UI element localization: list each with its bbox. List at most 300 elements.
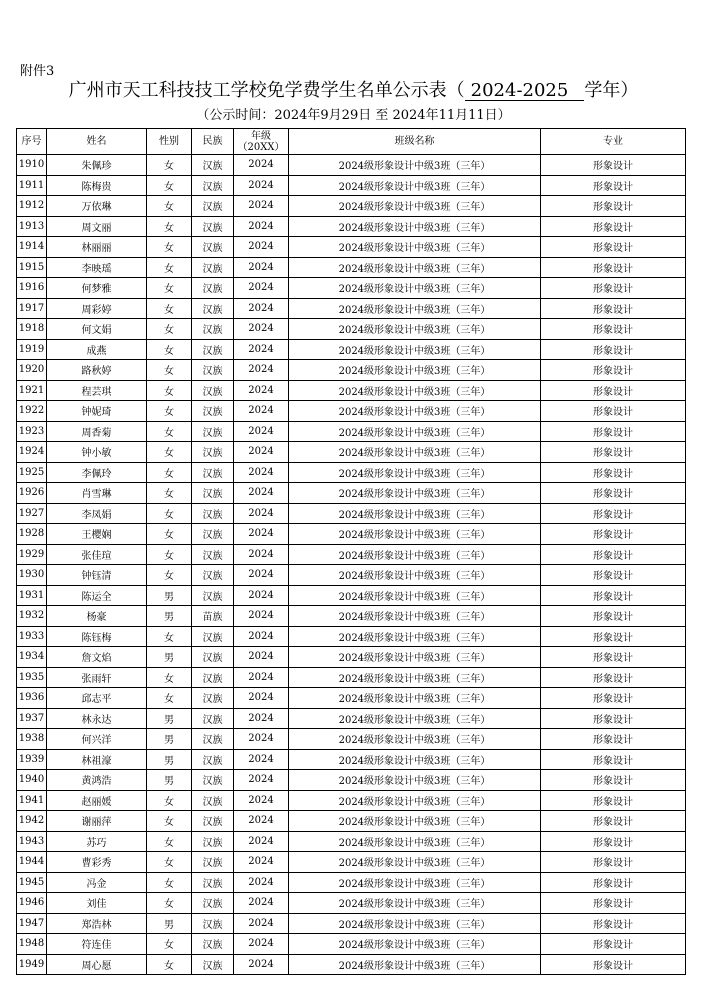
cell-year: 2024 — [234, 339, 289, 360]
cell-name: 程芸琪 — [47, 380, 147, 401]
cell-year: 2024 — [234, 811, 289, 832]
cell-name: 郑浩林 — [47, 913, 147, 934]
cell-major: 形象设计 — [541, 811, 686, 832]
table-row — [17, 319, 686, 340]
cell-no: 1943 — [17, 831, 47, 852]
header-year-line1: 年级 — [251, 130, 271, 142]
cell-year: 2024 — [234, 688, 289, 709]
cell-class: 2024级形象设计中级3班（三年） — [289, 544, 541, 565]
cell-major: 形象设计 — [541, 852, 686, 873]
table-row — [17, 421, 686, 442]
cell-major: 形象设计 — [541, 626, 686, 647]
header-ethnicity: 民族 — [192, 129, 234, 155]
cell-gender: 女 — [147, 544, 192, 565]
cell-gender: 女 — [147, 667, 192, 688]
cell-no: 1932 — [17, 606, 47, 627]
cell-year: 2024 — [234, 934, 289, 955]
cell-year: 2024 — [234, 954, 289, 975]
cell-ethnicity: 汉族 — [192, 749, 234, 770]
cell-name: 杨豪 — [47, 606, 147, 627]
cell-name: 肖雪琳 — [47, 483, 147, 504]
cell-class: 2024级形象设计中级3班（三年） — [289, 852, 541, 873]
cell-gender: 女 — [147, 257, 192, 278]
table-row — [17, 257, 686, 278]
cell-major: 形象设计 — [541, 872, 686, 893]
title-school-year: 2024-2025 — [465, 82, 585, 101]
table-body — [17, 155, 686, 975]
cell-ethnicity: 汉族 — [192, 483, 234, 504]
table-row — [17, 913, 686, 934]
cell-no: 1936 — [17, 688, 47, 709]
header-no: 序号 — [17, 129, 47, 155]
cell-year: 2024 — [234, 770, 289, 791]
cell-year: 2024 — [234, 565, 289, 586]
cell-gender: 女 — [147, 483, 192, 504]
cell-year: 2024 — [234, 175, 289, 196]
cell-major: 形象设计 — [541, 319, 686, 340]
cell-no: 1931 — [17, 585, 47, 606]
cell-ethnicity: 汉族 — [192, 954, 234, 975]
cell-major: 形象设计 — [541, 667, 686, 688]
cell-major: 形象设计 — [541, 729, 686, 750]
cell-class: 2024级形象设计中级3班（三年） — [289, 524, 541, 545]
cell-gender: 女 — [147, 524, 192, 545]
cell-year: 2024 — [234, 729, 289, 750]
cell-ethnicity: 汉族 — [192, 626, 234, 647]
table-row — [17, 216, 686, 237]
cell-gender: 女 — [147, 155, 192, 176]
cell-year: 2024 — [234, 647, 289, 668]
cell-name: 钟钰清 — [47, 565, 147, 586]
cell-year: 2024 — [234, 626, 289, 647]
cell-ethnicity: 汉族 — [192, 216, 234, 237]
cell-class: 2024级形象设计中级3班（三年） — [289, 257, 541, 278]
cell-major: 形象设计 — [541, 237, 686, 258]
cell-no: 1935 — [17, 667, 47, 688]
cell-class: 2024级形象设计中级3班（三年） — [289, 462, 541, 483]
cell-year: 2024 — [234, 421, 289, 442]
table-row — [17, 893, 686, 914]
table-row — [17, 155, 686, 176]
cell-class: 2024级形象设计中级3班（三年） — [289, 401, 541, 422]
cell-ethnicity: 汉族 — [192, 811, 234, 832]
cell-class: 2024级形象设计中级3班（三年） — [289, 770, 541, 791]
table-row — [17, 708, 686, 729]
cell-ethnicity: 汉族 — [192, 893, 234, 914]
cell-name: 冯金 — [47, 872, 147, 893]
cell-name: 何文娟 — [47, 319, 147, 340]
cell-ethnicity: 苗族 — [192, 606, 234, 627]
cell-gender: 女 — [147, 626, 192, 647]
table-row — [17, 401, 686, 422]
cell-ethnicity: 汉族 — [192, 155, 234, 176]
cell-class: 2024级形象设计中级3班（三年） — [289, 483, 541, 504]
cell-name: 王樱娴 — [47, 524, 147, 545]
cell-class: 2024级形象设计中级3班（三年） — [289, 729, 541, 750]
cell-no: 1945 — [17, 872, 47, 893]
cell-gender: 男 — [147, 729, 192, 750]
cell-class: 2024级形象设计中级3班（三年） — [289, 667, 541, 688]
cell-year: 2024 — [234, 483, 289, 504]
cell-no: 1914 — [17, 237, 47, 258]
cell-year: 2024 — [234, 708, 289, 729]
cell-gender: 女 — [147, 462, 192, 483]
cell-gender: 女 — [147, 688, 192, 709]
cell-class: 2024级形象设计中级3班（三年） — [289, 196, 541, 217]
cell-major: 形象设计 — [541, 421, 686, 442]
cell-year: 2024 — [234, 442, 289, 463]
cell-no: 1915 — [17, 257, 47, 278]
cell-name: 陈梅贵 — [47, 175, 147, 196]
cell-no: 1934 — [17, 647, 47, 668]
cell-name: 林祖濠 — [47, 749, 147, 770]
cell-name: 周香菊 — [47, 421, 147, 442]
cell-name: 李凤娟 — [47, 503, 147, 524]
cell-no: 1920 — [17, 360, 47, 381]
cell-year: 2024 — [234, 401, 289, 422]
cell-class: 2024级形象设计中级3班（三年） — [289, 749, 541, 770]
cell-gender: 男 — [147, 647, 192, 668]
cell-gender: 女 — [147, 565, 192, 586]
cell-year: 2024 — [234, 216, 289, 237]
cell-major: 形象设计 — [541, 770, 686, 791]
cell-major: 形象设计 — [541, 175, 686, 196]
cell-name: 林永达 — [47, 708, 147, 729]
cell-no: 1944 — [17, 852, 47, 873]
cell-name: 李佩玲 — [47, 462, 147, 483]
cell-name: 赵丽媛 — [47, 790, 147, 811]
cell-gender: 男 — [147, 606, 192, 627]
cell-year: 2024 — [234, 852, 289, 873]
header-year-line2: （20XX） — [237, 141, 285, 153]
cell-year: 2024 — [234, 606, 289, 627]
cell-year: 2024 — [234, 872, 289, 893]
cell-year: 2024 — [234, 257, 289, 278]
cell-class: 2024级形象设计中级3班（三年） — [289, 339, 541, 360]
cell-no: 1940 — [17, 770, 47, 791]
cell-no: 1947 — [17, 913, 47, 934]
cell-no: 1927 — [17, 503, 47, 524]
cell-major: 形象设计 — [541, 503, 686, 524]
cell-gender: 女 — [147, 790, 192, 811]
table-row — [17, 544, 686, 565]
cell-gender: 男 — [147, 749, 192, 770]
cell-gender: 女 — [147, 360, 192, 381]
cell-major: 形象设计 — [541, 934, 686, 955]
cell-year: 2024 — [234, 524, 289, 545]
cell-major: 形象设计 — [541, 196, 686, 217]
table-row — [17, 196, 686, 217]
cell-name: 邱志平 — [47, 688, 147, 709]
cell-gender: 女 — [147, 421, 192, 442]
cell-ethnicity: 汉族 — [192, 913, 234, 934]
cell-name: 周彩婷 — [47, 298, 147, 319]
cell-name: 周文丽 — [47, 216, 147, 237]
cell-ethnicity: 汉族 — [192, 934, 234, 955]
cell-year: 2024 — [234, 585, 289, 606]
cell-major: 形象设计 — [541, 954, 686, 975]
cell-class: 2024级形象设计中级3班（三年） — [289, 811, 541, 832]
cell-ethnicity: 汉族 — [192, 770, 234, 791]
table-row — [17, 647, 686, 668]
table-row — [17, 606, 686, 627]
cell-class: 2024级形象设计中级3班（三年） — [289, 913, 541, 934]
cell-year: 2024 — [234, 278, 289, 299]
table-row — [17, 380, 686, 401]
cell-no: 1928 — [17, 524, 47, 545]
header-name: 姓名 — [47, 129, 147, 155]
cell-major: 形象设计 — [541, 380, 686, 401]
cell-major: 形象设计 — [541, 339, 686, 360]
cell-year: 2024 — [234, 667, 289, 688]
table-row — [17, 298, 686, 319]
cell-no: 1941 — [17, 790, 47, 811]
cell-ethnicity: 汉族 — [192, 585, 234, 606]
cell-ethnicity: 汉族 — [192, 196, 234, 217]
cell-no: 1937 — [17, 708, 47, 729]
cell-major: 形象设计 — [541, 688, 686, 709]
table-row — [17, 954, 686, 975]
cell-no: 1930 — [17, 565, 47, 586]
cell-gender: 男 — [147, 708, 192, 729]
title-prefix: 广州市天工科技技工学校免学费学生名单公示表（ — [68, 80, 465, 101]
cell-gender: 女 — [147, 196, 192, 217]
cell-gender: 女 — [147, 893, 192, 914]
cell-name: 路秋婷 — [47, 360, 147, 381]
cell-ethnicity: 汉族 — [192, 729, 234, 750]
table-row — [17, 729, 686, 750]
table-row — [17, 790, 686, 811]
cell-ethnicity: 汉族 — [192, 380, 234, 401]
cell-major: 形象设计 — [541, 278, 686, 299]
cell-year: 2024 — [234, 503, 289, 524]
table-row — [17, 585, 686, 606]
cell-major: 形象设计 — [541, 749, 686, 770]
cell-gender: 女 — [147, 872, 192, 893]
cell-class: 2024级形象设计中级3班（三年） — [289, 688, 541, 709]
cell-ethnicity: 汉族 — [192, 708, 234, 729]
cell-year: 2024 — [234, 380, 289, 401]
cell-class: 2024级形象设计中级3班（三年） — [289, 831, 541, 852]
cell-no: 1910 — [17, 155, 47, 176]
cell-major: 形象设计 — [541, 831, 686, 852]
cell-gender: 男 — [147, 913, 192, 934]
cell-major: 形象设计 — [541, 462, 686, 483]
cell-no: 1938 — [17, 729, 47, 750]
cell-class: 2024级形象设计中级3班（三年） — [289, 216, 541, 237]
cell-ethnicity: 汉族 — [192, 503, 234, 524]
cell-no: 1924 — [17, 442, 47, 463]
cell-gender: 女 — [147, 380, 192, 401]
cell-no: 1921 — [17, 380, 47, 401]
cell-year: 2024 — [234, 790, 289, 811]
cell-year: 2024 — [234, 319, 289, 340]
header-gender: 性别 — [147, 129, 192, 155]
cell-name: 陈钰梅 — [47, 626, 147, 647]
cell-gender: 女 — [147, 175, 192, 196]
cell-class: 2024级形象设计中级3班（三年） — [289, 421, 541, 442]
table-row — [17, 339, 686, 360]
cell-major: 形象设计 — [541, 913, 686, 934]
cell-no: 1918 — [17, 319, 47, 340]
cell-no: 1929 — [17, 544, 47, 565]
cell-year: 2024 — [234, 462, 289, 483]
cell-major: 形象设计 — [541, 216, 686, 237]
cell-major: 形象设计 — [541, 893, 686, 914]
cell-year: 2024 — [234, 360, 289, 381]
cell-major: 形象设计 — [541, 606, 686, 627]
table-row — [17, 442, 686, 463]
table-row — [17, 852, 686, 873]
cell-name: 詹文焰 — [47, 647, 147, 668]
cell-name: 李映瑶 — [47, 257, 147, 278]
cell-name: 符连佳 — [47, 934, 147, 955]
cell-major: 形象设计 — [541, 708, 686, 729]
cell-ethnicity: 汉族 — [192, 544, 234, 565]
student-roster-table — [16, 128, 686, 975]
cell-no: 1913 — [17, 216, 47, 237]
cell-major: 形象设计 — [541, 544, 686, 565]
title-suffix: 学年） — [584, 80, 639, 101]
cell-major: 形象设计 — [541, 647, 686, 668]
cell-year: 2024 — [234, 196, 289, 217]
cell-year: 2024 — [234, 913, 289, 934]
header-year — [234, 129, 289, 155]
cell-ethnicity: 汉族 — [192, 790, 234, 811]
cell-name: 陈运全 — [47, 585, 147, 606]
cell-ethnicity: 汉族 — [192, 319, 234, 340]
cell-class: 2024级形象设计中级3班（三年） — [289, 237, 541, 258]
cell-year: 2024 — [234, 544, 289, 565]
cell-no: 1916 — [17, 278, 47, 299]
cell-ethnicity: 汉族 — [192, 401, 234, 422]
cell-name: 钟妮琦 — [47, 401, 147, 422]
cell-ethnicity: 汉族 — [192, 360, 234, 381]
cell-ethnicity: 汉族 — [192, 421, 234, 442]
cell-gender: 女 — [147, 954, 192, 975]
cell-class: 2024级形象设计中级3班（三年） — [289, 790, 541, 811]
cell-class: 2024级形象设计中级3班（三年） — [289, 934, 541, 955]
cell-major: 形象设计 — [541, 524, 686, 545]
cell-gender: 女 — [147, 298, 192, 319]
table-row — [17, 811, 686, 832]
table-row — [17, 483, 686, 504]
cell-class: 2024级形象设计中级3班（三年） — [289, 298, 541, 319]
cell-class: 2024级形象设计中级3班（三年） — [289, 278, 541, 299]
cell-major: 形象设计 — [541, 790, 686, 811]
cell-ethnicity: 汉族 — [192, 278, 234, 299]
cell-no: 1939 — [17, 749, 47, 770]
cell-ethnicity: 汉族 — [192, 237, 234, 258]
table-header-row — [17, 129, 686, 155]
cell-gender: 女 — [147, 319, 192, 340]
cell-no: 1922 — [17, 401, 47, 422]
cell-gender: 女 — [147, 216, 192, 237]
cell-name: 朱佩珍 — [47, 155, 147, 176]
table-row — [17, 831, 686, 852]
cell-class: 2024级形象设计中级3班（三年） — [289, 585, 541, 606]
cell-class: 2024级形象设计中级3班（三年） — [289, 708, 541, 729]
cell-name: 黄鸿浩 — [47, 770, 147, 791]
cell-class: 2024级形象设计中级3班（三年） — [289, 442, 541, 463]
cell-class: 2024级形象设计中级3班（三年） — [289, 647, 541, 668]
cell-year: 2024 — [234, 893, 289, 914]
table-row — [17, 934, 686, 955]
cell-ethnicity: 汉族 — [192, 339, 234, 360]
table-row — [17, 770, 686, 791]
cell-major: 形象设计 — [541, 585, 686, 606]
cell-ethnicity: 汉族 — [192, 257, 234, 278]
cell-name: 谢丽萍 — [47, 811, 147, 832]
cell-ethnicity: 汉族 — [192, 524, 234, 545]
cell-major: 形象设计 — [541, 360, 686, 381]
cell-no: 1946 — [17, 893, 47, 914]
cell-major: 形象设计 — [541, 155, 686, 176]
table-row — [17, 626, 686, 647]
cell-gender: 女 — [147, 278, 192, 299]
cell-class: 2024级形象设计中级3班（三年） — [289, 380, 541, 401]
cell-ethnicity: 汉族 — [192, 831, 234, 852]
cell-ethnicity: 汉族 — [192, 462, 234, 483]
cell-ethnicity: 汉族 — [192, 565, 234, 586]
cell-ethnicity: 汉族 — [192, 872, 234, 893]
cell-name: 林丽丽 — [47, 237, 147, 258]
cell-major: 形象设计 — [541, 442, 686, 463]
cell-no: 1933 — [17, 626, 47, 647]
cell-year: 2024 — [234, 298, 289, 319]
cell-year: 2024 — [234, 749, 289, 770]
cell-ethnicity: 汉族 — [192, 298, 234, 319]
cell-no: 1911 — [17, 175, 47, 196]
cell-ethnicity: 汉族 — [192, 688, 234, 709]
cell-name: 何兴洋 — [47, 729, 147, 750]
cell-name: 周心愿 — [47, 954, 147, 975]
cell-ethnicity: 汉族 — [192, 442, 234, 463]
cell-no: 1925 — [17, 462, 47, 483]
table-row — [17, 565, 686, 586]
table-row — [17, 360, 686, 381]
table-row — [17, 749, 686, 770]
document-title — [0, 80, 707, 102]
cell-class: 2024级形象设计中级3班（三年） — [289, 360, 541, 381]
cell-gender: 女 — [147, 237, 192, 258]
publicity-period: （公示时间：2024年9月29日 至 2024年11月11日） — [196, 108, 511, 123]
cell-name: 张佳瑄 — [47, 544, 147, 565]
header-class: 班级名称 — [289, 129, 541, 155]
cell-gender: 女 — [147, 811, 192, 832]
cell-no: 1912 — [17, 196, 47, 217]
cell-class: 2024级形象设计中级3班（三年） — [289, 872, 541, 893]
cell-no: 1923 — [17, 421, 47, 442]
cell-name: 万依琳 — [47, 196, 147, 217]
attachment-label: 附件3 — [20, 64, 55, 79]
cell-year: 2024 — [234, 237, 289, 258]
cell-major: 形象设计 — [541, 483, 686, 504]
cell-year: 2024 — [234, 155, 289, 176]
cell-name: 曹彩秀 — [47, 852, 147, 873]
cell-class: 2024级形象设计中级3班（三年） — [289, 606, 541, 627]
table-row — [17, 237, 686, 258]
cell-gender: 女 — [147, 339, 192, 360]
cell-ethnicity: 汉族 — [192, 647, 234, 668]
cell-name: 刘佳 — [47, 893, 147, 914]
table-row — [17, 462, 686, 483]
cell-class: 2024级形象设计中级3班（三年） — [289, 319, 541, 340]
cell-gender: 男 — [147, 770, 192, 791]
table-row — [17, 278, 686, 299]
table-row — [17, 524, 686, 545]
table-row — [17, 503, 686, 524]
